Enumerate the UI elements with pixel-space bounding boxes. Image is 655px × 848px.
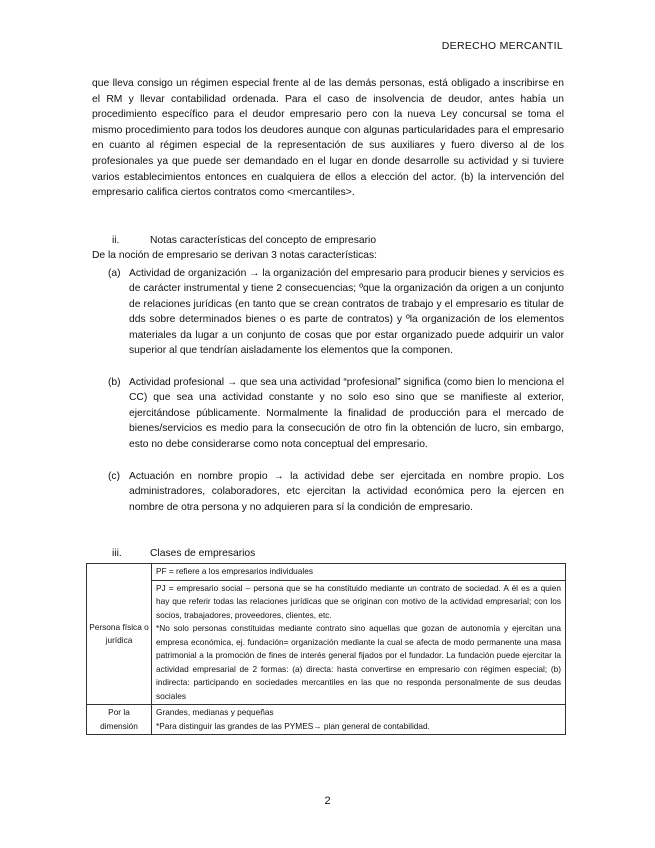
list-item-text: Actuación en nombre propio → la actividad debe ser ejercitada en nombre propio. Los administradores, colaboradores, etc ejercitan la actividad económica pero la ejercen en nombre de otra persona y no adquieren para sí la condición de empresario. [129, 471, 564, 513]
table-row [87, 564, 566, 581]
body-paragraph: que lleva consigo un régimen especial frente al de las demás personas, está obligado a inscribirse en el RM y llevar contabilidad ordenada. Para el caso de insolvencia de deudor, antes había un procedimiento específico para el deudor empresario pero con la nueva Ley concursal se toma el mismo procedimiento para todos los deudores aunque con algunas particularidades para el empresario en cuanto al régimen especial de la representación de sus auxiliares y fuero diverso al de los profesionales ya que puede ser demandado en el lugar en donde desarrolle su actividad y si tuviere varios establecimientos entonces en cualquiera de ellos a elección del actor. (b) la intervención del empresario califica ciertos contratos como <mercantiles>. [92, 78, 564, 199]
notes-intro: De la noción de empresario se derivan 3 notas características: [92, 250, 378, 261]
section-iii-title: Clases de empresarios [150, 548, 256, 559]
list-item-label: (c) [108, 471, 121, 482]
table-row [87, 580, 566, 705]
list-item-b [108, 375, 564, 452]
dimension-text: Grandes, medianas y pequeñas [156, 707, 274, 717]
cell-dimension [152, 705, 566, 735]
dimension-note: *Para distinguir las grandes de las PYMES→ plan general de contabilidad. [156, 720, 430, 731]
pj-text: PJ = empresario social – persona que se ha constituido mediante un contrato de sociedad. A él es a quien hay que referir todas las relaciones jurídicas que se originan con motivo de la actividad empresarial; con los socios, trabajadores, proveedores, clientes, etc. [156, 582, 561, 620]
list-item-text: Actividad profesional → que sea una actividad “profesional” significa (como bien lo menciona el CC) que sea una actividad constante y no solo eso sino que se manifieste al exterior, ejercitándose públicamente. Normalmente la finalidad de producción para el mercado de bienes/servicios es medio para la consecución de otro fin la obtención de lucro, sin embargo, esto no debe considerarse como nota conceptual del empresario. [129, 377, 564, 450]
list-item-c [108, 469, 564, 515]
pj-note: *No solo personas constituidas mediante contrato sino aquellas que gozan de autonomía y ejercitan una empresa económica, ej. fundación= organización mediante la cual se afecta de modo permanente una masa patrimonial a la promoción de fines de interés general fijados por el fundador. La fundación puede ejercitar la actividad empresarial de 2 formas: (a) directa: hasta convertirse en empresario con régimen especial; (b) indirecta: participando en sociedades mercantiles en las que no responda personalmente de sus deudas sociales [156, 623, 561, 701]
page-number: 2 [324, 795, 331, 807]
section-ii-heading [112, 235, 376, 246]
table-row [87, 705, 566, 735]
section-iii-heading [112, 548, 255, 559]
list-item-label: (b) [108, 377, 121, 388]
classes-table [86, 563, 566, 735]
list-item-text: Actividad de organización → la organización del empresario para producir bienes y servicios es de carácter instrumental y tiene 2 consecuencias; ºque la organización da origen a un conjunto de relaciones jurídicas (en tanto que se crean contratos de trabajo y el empresario es titular de dds sobre determinados bienes o es parte de contratos) y ºla organización de los elementos materiales da lugar a un conjunto de cosas que por estar organizado puede adquirir un valor superior al que tendrían aisladamente los elementos que la componen. [129, 268, 564, 357]
list-item-a [108, 266, 564, 358]
list-item-label: (a) [108, 268, 121, 279]
section-ii-number: ii. [112, 235, 120, 246]
cell-pj [152, 580, 566, 705]
running-header: DERECHO MERCANTIL [441, 40, 563, 52]
row-label-persona: Persona física o jurídica [87, 564, 152, 705]
row-label-dimension: Por la dimensión [87, 705, 152, 735]
cell-pf: PF = refiere a los empresarios individuales [152, 564, 566, 581]
section-iii-number: iii. [112, 548, 122, 559]
section-ii-title: Notas características del concepto de empresario [150, 235, 377, 246]
